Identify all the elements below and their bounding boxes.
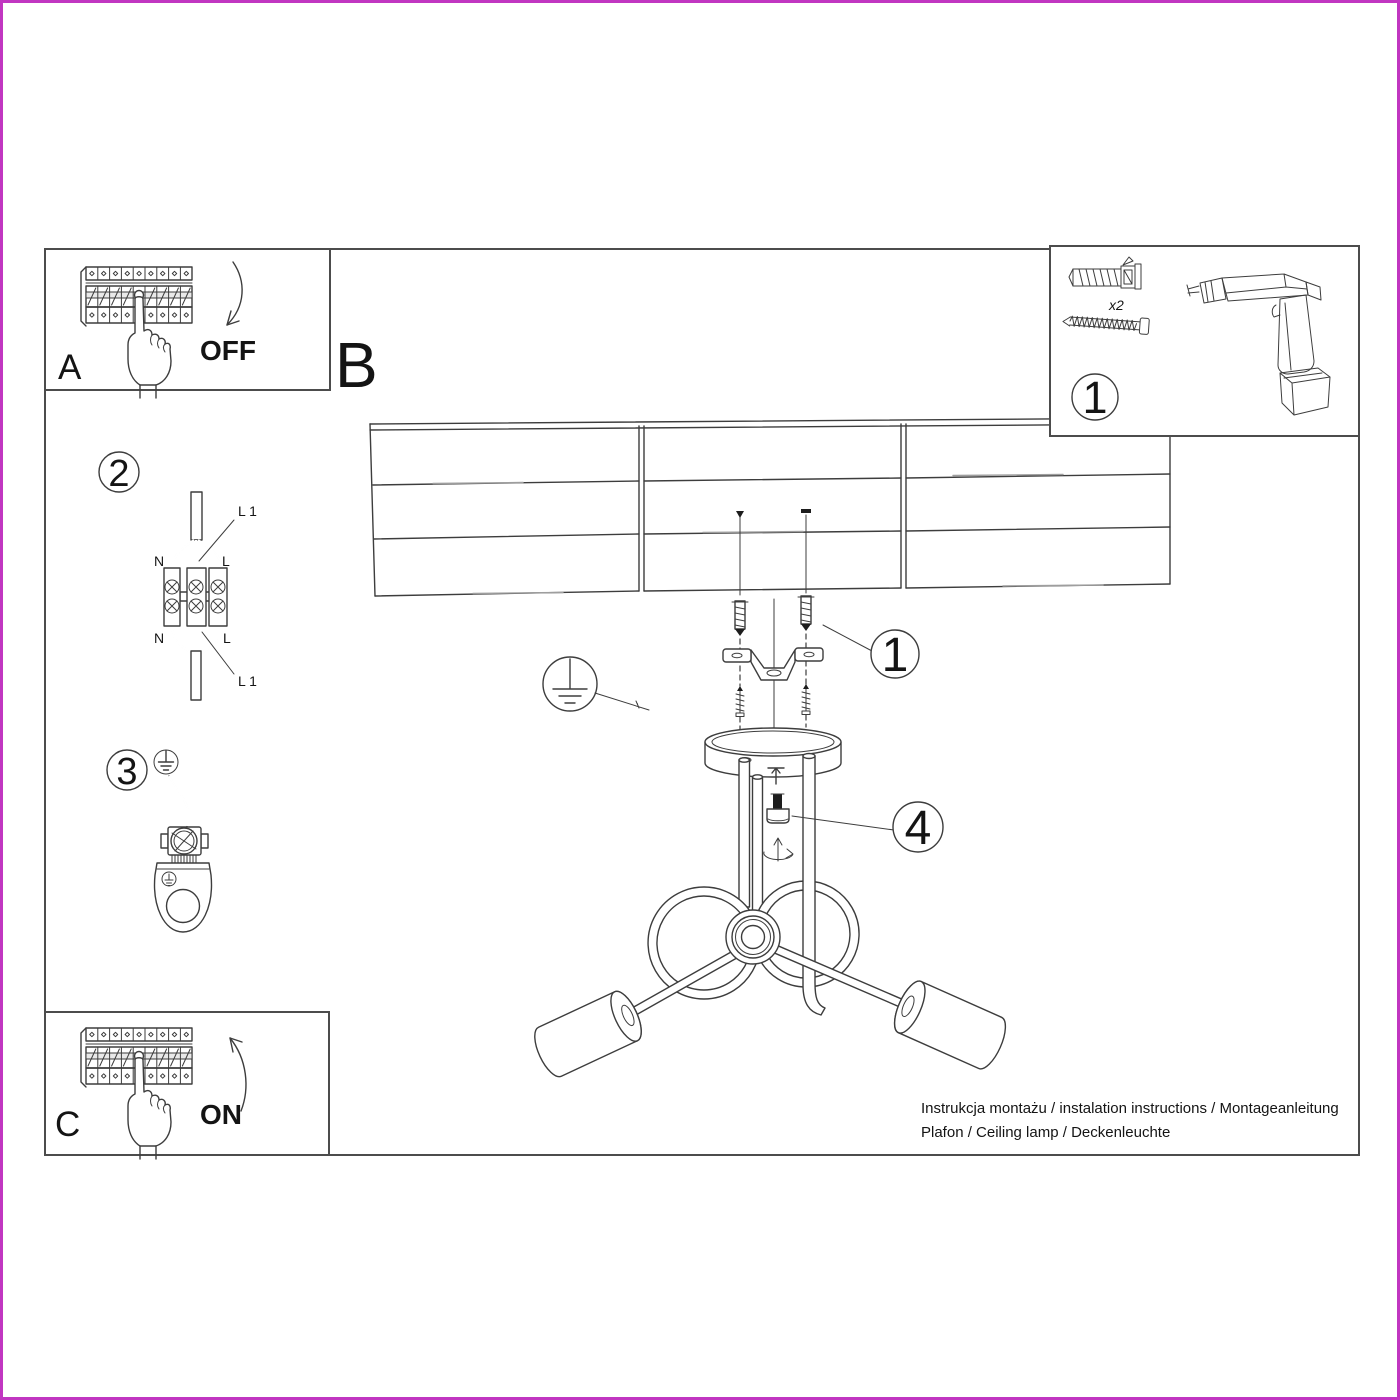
footer-line-1: Instrukcja montażu / instalation instructions / Montageanleitung xyxy=(921,1100,1339,1117)
plug-quantity-label: x2 xyxy=(1109,297,1124,313)
lamp-rod-middle xyxy=(753,775,763,918)
step-3-number: 3 xyxy=(116,751,138,793)
wire-label-l1-bottom: L 1 xyxy=(238,673,257,689)
wire-label-n-top: N xyxy=(154,553,165,569)
kit-panel xyxy=(1050,246,1359,436)
lamp-socket xyxy=(726,910,780,964)
step-1-number: 1 xyxy=(1082,372,1108,423)
panel-a-action-label: OFF xyxy=(200,335,256,366)
panel-a-letter: A xyxy=(58,348,82,387)
panel-c-action-label: ON xyxy=(200,1099,242,1130)
step-2-number: 2 xyxy=(108,453,130,495)
wire-label-l-bottom: L xyxy=(223,630,231,646)
instruction-drawing xyxy=(3,3,1400,1400)
panel-a xyxy=(45,249,330,398)
callout-4-number: 4 xyxy=(904,802,932,855)
wire-label-l-top: L xyxy=(222,553,230,569)
panel-c-letter: C xyxy=(55,1105,81,1144)
lamp-rod-left xyxy=(739,758,750,907)
step-b-letter: B xyxy=(335,329,378,401)
panel-c xyxy=(45,1012,329,1159)
footer-line-2: Plafon / Ceiling lamp / Deckenleuchte xyxy=(921,1124,1171,1141)
wire-label-l1-top: L 1 xyxy=(238,503,257,519)
wire-label-n-bottom: N xyxy=(154,630,165,646)
callout-1-number: 1 xyxy=(881,629,909,682)
